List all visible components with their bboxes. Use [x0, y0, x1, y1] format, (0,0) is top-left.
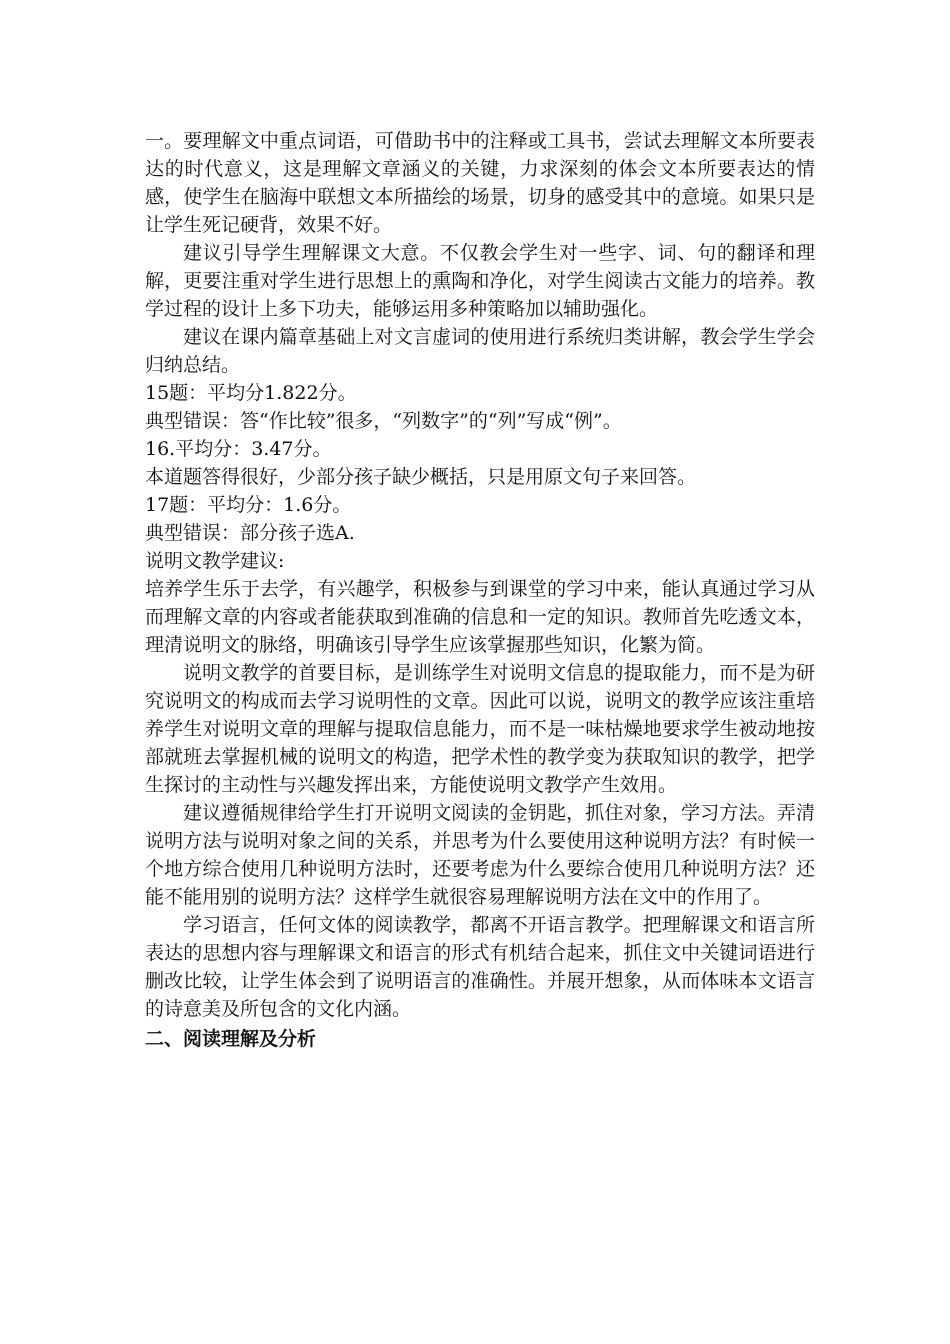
paragraph-suggestion-meaning: 建议引导学生理解课文大意。不仅教会学生对一些字、词、句的翻译和理解，更要注重对学生进行思想上的熏陶和净化，对学生阅读古文能力的培养。教学过程的设计上多下功夫，能够运用多种策略加以辅助强化。: [145, 242, 815, 320]
paragraph-interest: 培养学生乐于去学，有兴趣学，积极参与到课堂的学习中来，能认真通过学习从而理解文章的内容或者能获取到准确的信息和一定的知识。教师首先吃透文本，理清说明文的脉络，明确该引导学生应该掌握那些知识，化繁为简。: [145, 578, 815, 656]
paragraph-methods: 建议遵循规律给学生打开说明文阅读的金钥匙，抓住对象，学习方法。弄清说明方法与说明对象之间的关系，并思考为什么要使用这种说明方法？有时候一个地方综合使用几种说明方法时，还要考虑为什么要综合使用几种说明方法？还能不能用别的说明方法？这样学生就很容易理解说明方法在文中的作用了。: [145, 802, 815, 908]
paragraph-primary-goal: 说明文教学的首要目标，是训练学生对说明文信息的提取能力，而不是为研究说明文的构成而去学习说明性的文章。因此可以说，说明文的教学应该注重培养学生对说明文章的理解与提取信息能力，而不是一味枯燥地要求学生被动地按部就班去掌握机械的说明文的构造，把学术性的教学变为获取知识的教学，把学生探讨的主动性与兴趣发挥出来，方能使说明文教学产生效用。: [145, 662, 815, 796]
q16-score: 16.平均分：3.47分。: [145, 438, 332, 460]
expository-teaching-title: 说明文教学建议:: [145, 550, 285, 572]
q17-score: 17题：平均分：1.6分。: [145, 494, 352, 516]
paragraph-key-words: 一。要理解文中重点词语，可借助书中的注释或工具书，尝试去理解文本所要表达的时代意义，这是理解文章涵义的关键，力求深刻的体会文本所要表达的情感，使学生在脑海中联想文本所描绘的场景，切身的感受其中的意境。如果只是让学生死记硬背，效果不好。: [145, 130, 815, 236]
q16-comment: 本道题答得很好，少部分孩子缺少概括，只是用原文句子来回答。: [145, 466, 697, 488]
section-heading: 二、阅读理解及分析: [145, 1028, 317, 1050]
q15-typical-error: 典型错误：答“作比较”很多，“列数字”的“列”写成“例”。: [145, 410, 622, 432]
paragraph-suggestion-function-words: 建议在课内篇章基础上对文言虚词的使用进行系统归类讲解，教会学生学会归纳总结。: [145, 326, 815, 376]
paragraph-language: 学习语言，任何文体的阅读教学，都离不开语言教学。把理解课文和语言所表达的思想内容与理解课文和语言的形式有机结合起来，抓住文中关键词语进行删改比较，让学生体会到了说明语言的准确性。并展开想象，从而体味本文语言的诗意美及所包含的文化内涵。: [145, 914, 815, 1020]
q15-score: 15题：平均分1.822分。: [145, 382, 357, 404]
document-page: [145, 127, 815, 1053]
q17-typical-error: 典型错误：部分孩子选A.: [145, 522, 355, 544]
